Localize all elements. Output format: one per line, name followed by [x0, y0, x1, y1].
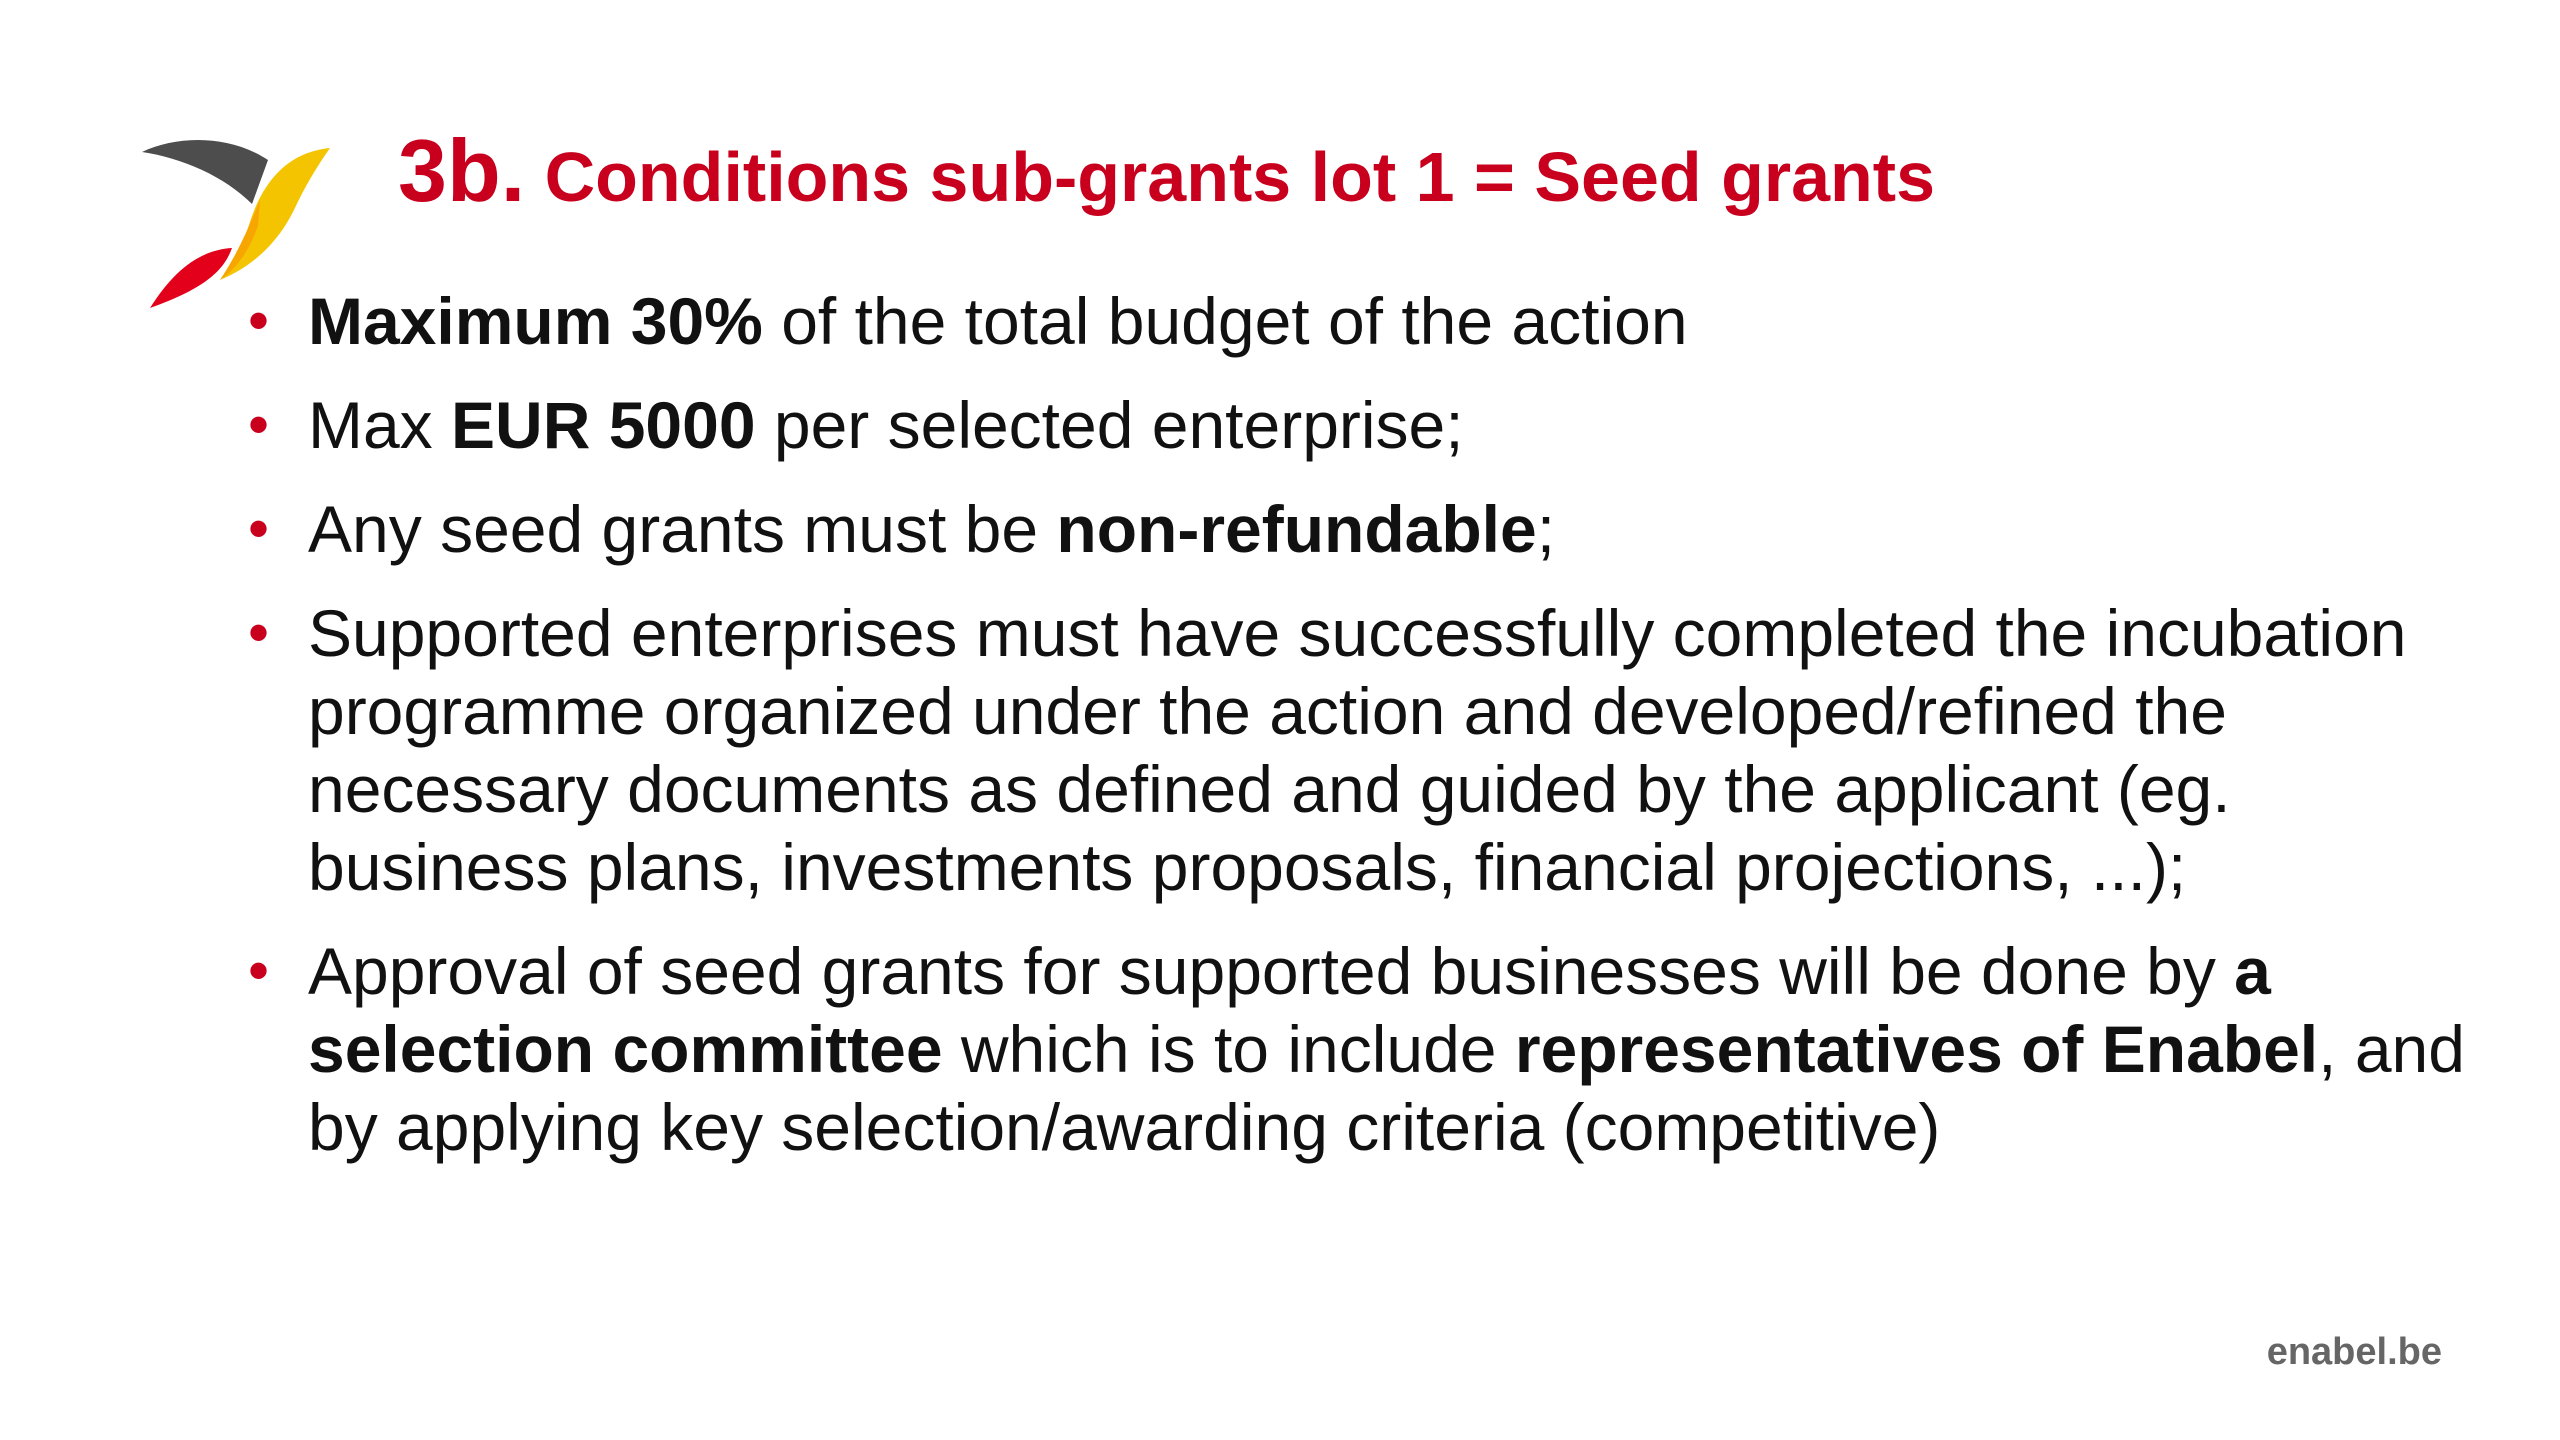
bullet-item-approval: [248, 932, 2498, 1166]
bullet-marker: •: [248, 391, 270, 458]
bullet-bold: a selection committee: [308, 934, 2271, 1086]
bullet-text: ;: [1536, 492, 1556, 566]
footer-website: enabel.be: [2266, 1331, 2442, 1373]
bullet-text: which is to include: [942, 1012, 1515, 1086]
bullet-item-incubation: [248, 594, 2498, 906]
bullet-item-max-eur: [248, 386, 2498, 464]
bullet-marker: •: [248, 937, 270, 1004]
bullet-bold: Maximum 30%: [308, 284, 763, 358]
bullet-bold: non-refundable: [1056, 492, 1537, 566]
bullet-text: , and by applying key selection/awarding criteria (competitive): [308, 1012, 2465, 1164]
slide-title: [398, 118, 1935, 224]
bullet-marker: •: [248, 599, 270, 666]
bullet-text: Approval of seed grants for supported businesses will be done by: [308, 934, 2235, 1008]
bullet-marker: •: [248, 287, 270, 354]
bullet-bold: representatives of Enabel: [1514, 1012, 2319, 1086]
bullet-text: Supported enterprises must have successfully completed the incubation programme organized under the action and developed/refined the necessary documents as defined and guided by the applicant (eg. business plans, investments proposals, financial projections, ...);: [308, 596, 2407, 904]
bullet-text: per selected enterprise;: [755, 388, 1464, 462]
bullet-text: of the total budget of the action: [762, 284, 1688, 358]
title-number: 3b.: [398, 121, 526, 220]
bullet-list: [248, 282, 2498, 1192]
title-text: Conditions sub-grants lot 1 = Seed grants: [544, 138, 1936, 216]
bullet-item-max-budget: [248, 282, 2498, 360]
bullet-text: Any seed grants must be: [308, 492, 1057, 566]
bullet-item-non-refundable: [248, 490, 2498, 568]
bullet-text: Max: [308, 388, 452, 462]
bullet-bold: EUR 5000: [451, 388, 756, 462]
bullet-marker: •: [248, 495, 270, 562]
